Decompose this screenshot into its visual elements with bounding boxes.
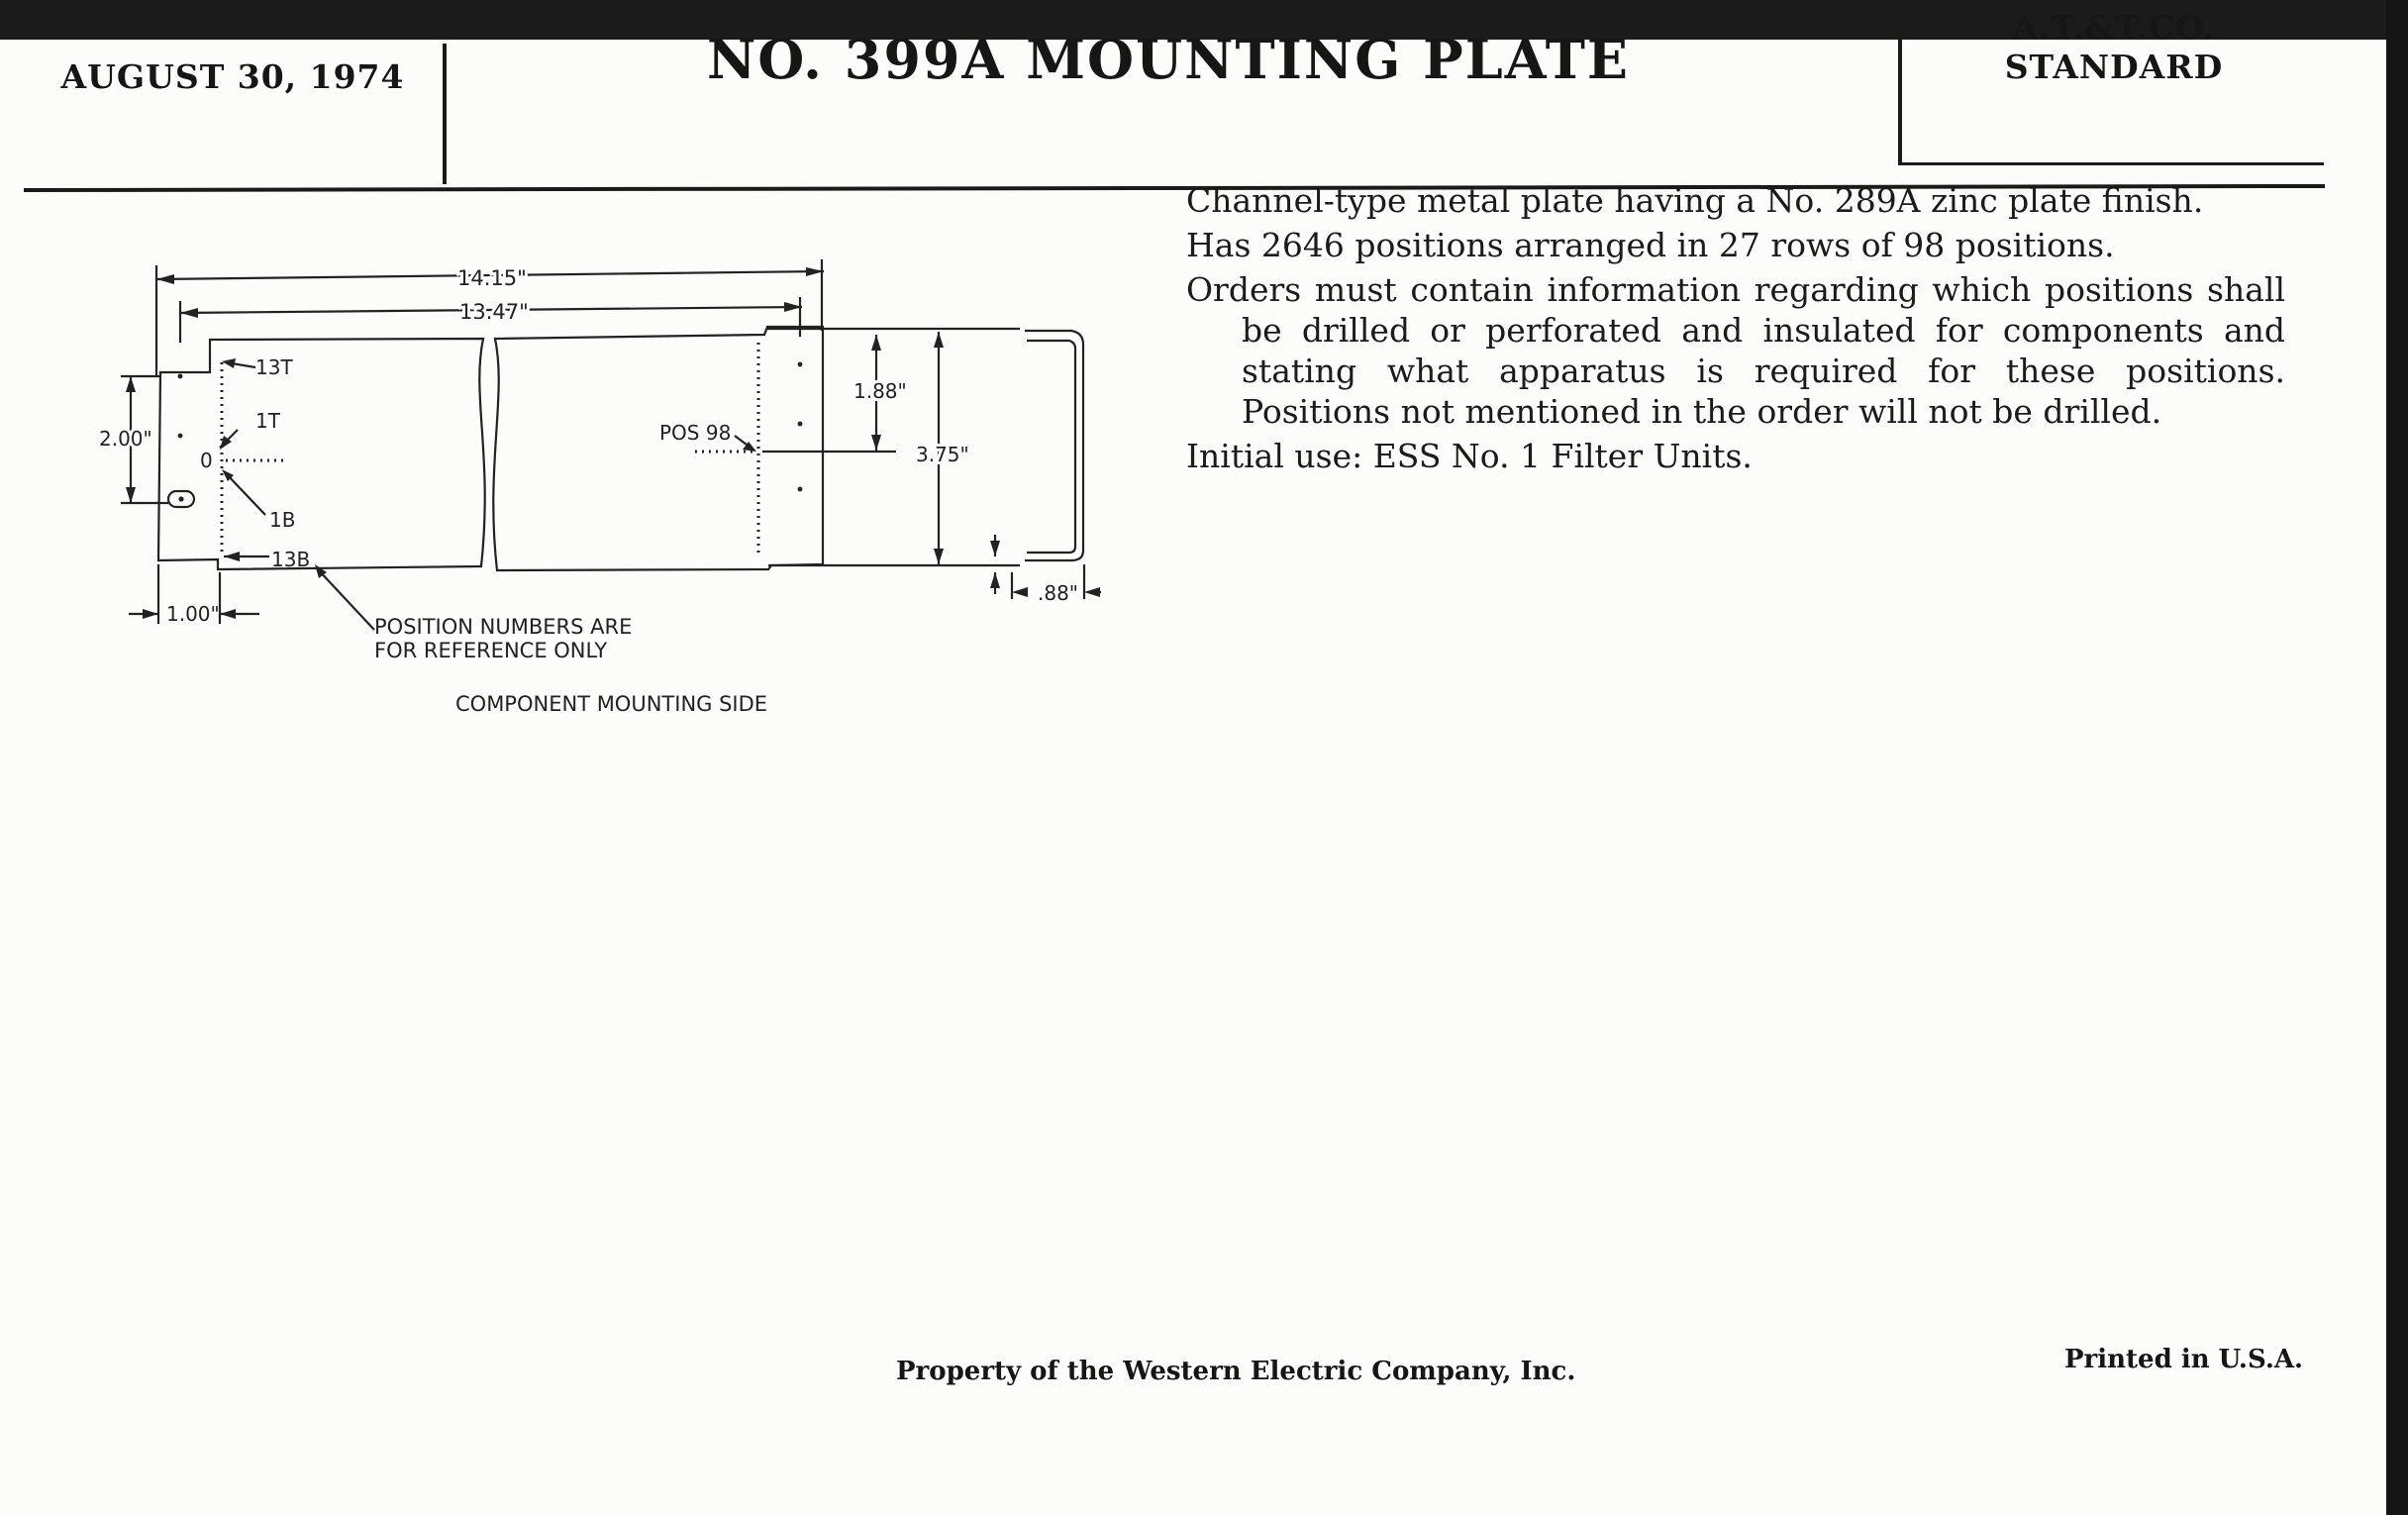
standard-line-2: STANDARD xyxy=(2004,48,2224,86)
description-line-2: Has 2646 positions arranged in 27 rows of 98 positions. xyxy=(1186,226,2115,264)
drawing-caption: COMPONENT MOUNTING SIDE xyxy=(455,692,768,716)
description-block xyxy=(1186,180,2285,480)
standard-line-1: A.T.&T.CO. xyxy=(2012,8,2216,47)
label-1t: 1T xyxy=(255,409,280,433)
standard-block xyxy=(1911,8,2317,87)
description-initial-use: Initial use: ESS No. 1 Filter Units. xyxy=(1186,437,1753,475)
scan-edge xyxy=(2386,0,2408,1515)
label-pos98: POS 98 xyxy=(659,421,732,445)
document-date: AUGUST 30, 1974 xyxy=(60,57,405,96)
label-13b: 13B xyxy=(271,548,311,571)
dim-inner-length: 13.47" xyxy=(459,300,529,324)
document-title: NO. 399A MOUNTING PLATE xyxy=(706,28,1631,91)
footer-property: Property of the Western Electric Company, Inc. xyxy=(896,1357,1576,1386)
dim-flange: .88" xyxy=(1038,581,1079,605)
plate-outline-right xyxy=(493,327,823,570)
dim-overall-length: 14.15" xyxy=(457,266,527,290)
dim-left-offset: 1.00" xyxy=(166,602,220,626)
label-0: 0 xyxy=(200,449,213,472)
note-line-2: FOR REFERENCE ONLY xyxy=(374,639,608,662)
footer-printed: Printed in U.S.A. xyxy=(2064,1345,2304,1374)
header-divider-right xyxy=(1898,30,1902,163)
dim-total-height: 3.75" xyxy=(916,443,969,466)
label-1b: 1B xyxy=(269,508,296,532)
note-line-1: POSITION NUMBERS ARE xyxy=(374,615,633,639)
dim-half-height: 1.88" xyxy=(853,379,907,403)
header-rule-right xyxy=(1898,162,2324,165)
mounting-plate-drawing xyxy=(0,0,1149,753)
label-13t: 13T xyxy=(255,355,293,379)
dim-height-left: 2.00" xyxy=(99,427,152,451)
description-line-1: Channel-type metal plate having a No. 289A zinc plate finish. xyxy=(1186,181,2204,220)
description-paragraph-orders: Orders must contain information regarding which positions shall be drilled or perforated and insulated for components and stating what apparatus is required for these positions. Positions not mentioned in the order will not be drilled. xyxy=(1186,270,2285,431)
